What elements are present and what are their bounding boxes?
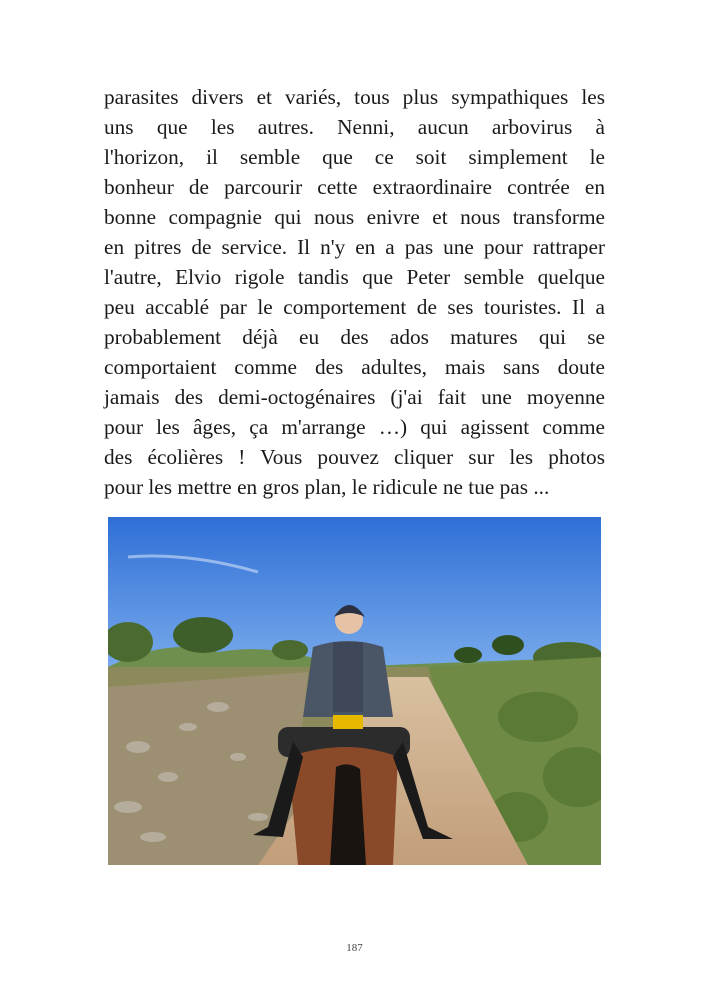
horse-riding-photo[interactable] (108, 517, 601, 865)
text-line: l'horizon, il semble que ce soit simplement le (104, 145, 605, 169)
text-line: probablement déjà eu des ados matures qui se (104, 325, 605, 349)
photo-illustration (108, 517, 601, 865)
text-line: comportaient comme des adultes, mais sans doute (104, 355, 605, 379)
text-line: pour les âges, ça m'arrange …) qui agissent comme (104, 415, 605, 439)
text-line: uns que les autres. Nenni, aucun arbovirus à (104, 115, 605, 139)
horse-mane (330, 764, 366, 865)
text-line: des écolières ! Vous pouvez cliquer sur les photos (104, 445, 605, 469)
text-line: pour les mettre en gros plan, le ridicule ne tue pas ... (104, 475, 550, 499)
text-line: jamais des demi-octogénaires (j'ai fait une moyenne (104, 385, 605, 409)
text-line: bonne compagnie qui nous enivre et nous transforme (104, 205, 605, 229)
text-line: parasites divers et variés, tous plus sympathiques les (104, 85, 605, 109)
text-line: en pitres de service. Il n'y en a pas une pour rattraper (104, 235, 605, 259)
text-line: bonheur de parcourir cette extraordinaire contrée en (104, 175, 605, 199)
text-line: l'autre, Elvio rigole tandis que Peter semble quelque (104, 265, 605, 289)
body-paragraph (104, 82, 605, 502)
text-line: peu accablé par le comportement de ses touristes. Il a (104, 295, 605, 319)
page-number: 187 (346, 942, 363, 954)
